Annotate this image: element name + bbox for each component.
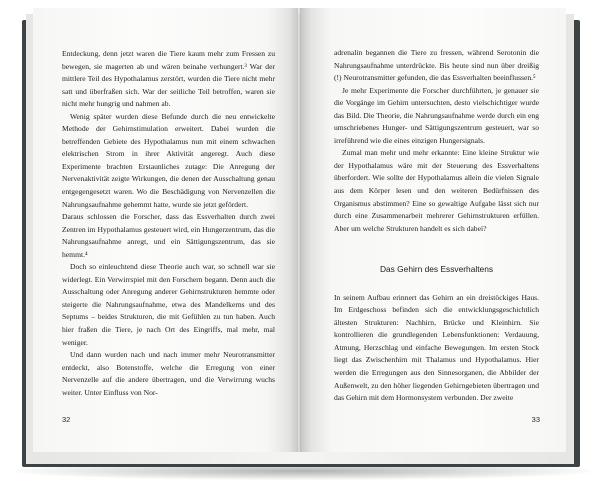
left-page — [33, 8, 298, 452]
paragraph: Daraus schlossen die Forscher, dass das Essverhalten durch zwei Zentren im Hypothalamus gesteuert wird, ein Hungerzentrum, das die Nahrungsaufnahme anregt, und ein Sättigungszentrum, das sie hemmt.⁴ — [62, 212, 275, 259]
paragraph: In seinem Aufbau erinnert das Gehirn an ein dreistöckiges Haus. Im Erdgeschoss befinden sich die entwicklungsgeschichtlich ältesten Strukturen: Nachhirn, Brücke und Kleinhirn. Sie kontrollieren die grundlegenden Lebensfunktionen: Verdauung, Atmung, Herzschlag und einfache Bewegungen. Im ersten Stock liegt das Zwischenhirn mit Thalamus und Hypothalamus. Hier werden die Erregungen aus den Sinnesorganen, die Abbilder der Außenwelt, zu den höher liegenden Gehirngebieten übertragen und das Gehirn mit dem Hormonsystem verbunden. Der zweite — [334, 292, 539, 403]
page-number-right: 33 — [531, 415, 540, 424]
page-number-left: 32 — [62, 415, 71, 424]
paragraph: Doch so einleuchtend diese Theorie auch war, so schnell war sie widerlegt. Ein Verwirrspiel mit den Forschern begann. Denn auch die Ausschaltung oder Anregung anderer Gehirnstrukturen hemmte oder steigerte die Nahrungsaufnahme, etwa des Mandelkerns und des Septums – beides Strukturen, die mit Gefühlen zu tun haben. Auch hier fraßen die Tiere, je nach Ort des Eingriffs, mal mehr, mal weniger. — [62, 262, 275, 347]
paragraph: Entdeckung, denn jetzt waren die Tiere kaum mehr zum Fressen zu bewegen, sie magerten ab und wären beinahe verhungert.³ War der mittlere Teil des Hypothalamus zerstört, wurden die Tiere nicht mehr satt und überfraßen sich. War der seitliche Teil betroffen, waren sie nicht mehr hungrig und nahmen ab. — [62, 49, 275, 109]
paragraph: adrenalin begannen die Tiere zu fressen, während Serotonin die Nahrungsaufnahme unterdrückte. Bis heute sind nun über dreißig (!) Neurotransmitter gefunden, die das Essverhalten beeinflussen.⁵ — [334, 48, 539, 83]
right-page — [300, 8, 566, 452]
section-heading: Das Gehirn des Essverhaltens — [379, 264, 494, 275]
paragraph: Zumal man mehr und mehr erkannte: Eine kleine Struktur wie der Hypothalamus wäre mit der Steuerung des Essverhaltens überfordert. Wie sollte der Hypothalamus allein die vielen Signale aus dem Körper lesen und den weiteren Bedürfnissen des Organismus abstimmen? Eine so gewaltige Aufgabe lässt sich nur durch eine Zusammenarbeit mehrerer Gehirnstrukturen erfüllen. Aber um welche Strukturen handelt es sich dabei? — [334, 148, 539, 233]
left-page-text — [62, 48, 275, 399]
paragraph: Wenig später wurden diese Befunde durch die neu entwickelte Methode der Gehirnstimulation erweitert. Dabei wurden die betreffenden Gebiete des Hypothalamus nun mit einem schwachen elektrischen Strom in ihrer Aktivität angeregt. Auch diese Experimente brachten Erstaunliches zutage: Die Anregung der Nervenaktivität zeigte Wirkungen, die denen der Ausschaltung genau entgegengesetzt waren. Wo die Beschädigung von Nervenzellen die Nahrungsaufnahme gehemmt hatte, wurde sie jetzt gefördert. — [62, 111, 275, 209]
right-page-text — [334, 47, 539, 405]
paragraph: Und dann wurden nach und nach immer mehr Neurotransmitter entdeckt, also Botenstoffe, welche die Erregung von einer Nervenzelle auf die andere übertragen, und die Verwirrung wuchs weiter. Unter Einfluss von Nor- — [62, 350, 275, 397]
paragraph: Je mehr Experimente die Forscher durchführten, je genauer sie die Vorgänge im Gehirn untersuchten, desto vielschichtiger wurde das Bild. Die Theorie, die Nahrungsaufnahme werde durch ein eng umschriebenes Hunger- und Sättigungszentrum gesteuert, war so irreführend wie die eines einzigen Hungersignals. — [334, 85, 539, 145]
